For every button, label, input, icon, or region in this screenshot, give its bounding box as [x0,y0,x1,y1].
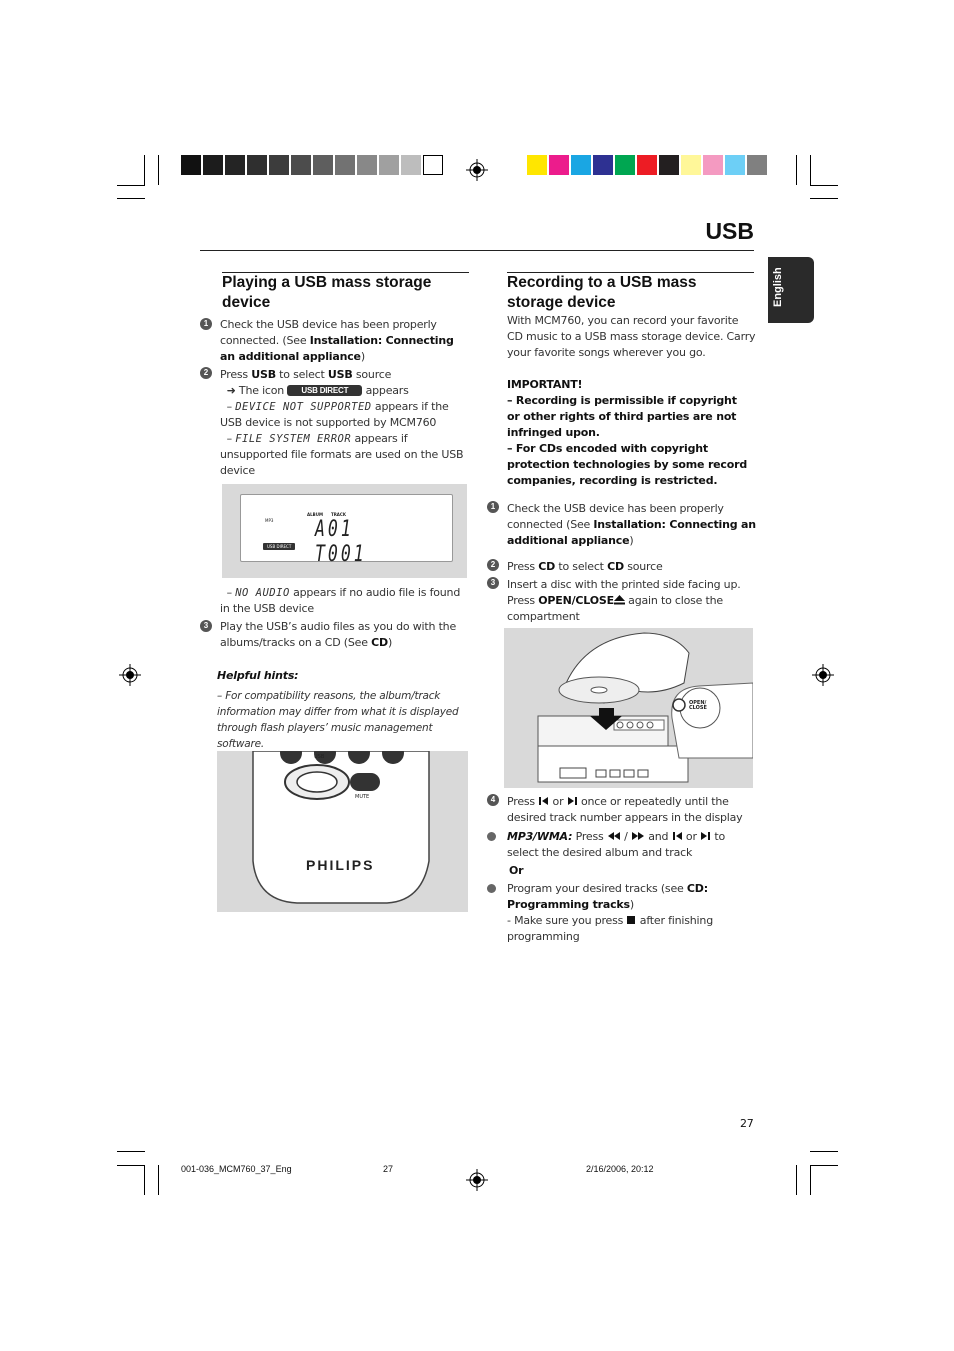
usb-direct-icon: USB DIRECT [287,385,362,396]
color-swatch [659,155,679,175]
step-number: 3 [487,577,499,589]
stop-icon [626,915,636,925]
important-2: – For CDs encoded with copyright protection technologies by some record companies, recording is restricted. [507,442,748,487]
lcd-readout: A01 T001 [315,517,367,567]
footer-datetime: 2/16/2006, 20:12 [586,1164,654,1174]
lcd-panel: ALBUM TRACK MP3 A01 T001 USB DIRECT [240,494,453,562]
color-swatch [571,155,591,175]
left-step-1: Check the USB device has been properly connected. (See Installation: Connecting an additional appliance) [220,318,454,363]
bullet [487,884,496,893]
color-swatch [181,155,201,175]
color-swatch [225,155,245,175]
hints-text: – For compatibility reasons, the album/track information may differ from what it is displayed through flash players’ music management software. [217,690,459,750]
step-number: 4 [487,794,499,806]
brand-logo: PHILIPS [306,857,375,873]
step-number: 2 [200,367,212,379]
step-number: 1 [200,318,212,330]
lcd-message: DEVICE NOT SUPPORTED [235,401,372,413]
eject-icon [614,595,625,605]
language-tab [768,257,814,323]
color-swatch [269,155,289,175]
hints-title: Helpful hints: [217,669,299,682]
right-step-4: Press or once or repeatedly until the desired track number appears in the display [507,795,743,824]
mp3-wma-step: MP3/WMA: Press / and or to select the desired album and track [507,830,726,859]
color-swatch [593,155,613,175]
color-swatch [291,155,311,175]
display-illustration [222,484,467,578]
important-1: – Recording is permissible if copyright or other rights of third parties are not infringed upon. [507,394,737,439]
page-title: USB [705,218,754,244]
bullet [487,832,496,841]
footer-page: 27 [383,1164,394,1174]
recording-intro: With MCM760, you can record your favorite CD music to a USB mass storage device. Carry your favorite songs wherever you go. [507,314,756,359]
color-swatch [313,155,333,175]
program-step: Program your desired tracks (see CD: Programming tracks) - Make sure you press after finishing programming [507,882,713,943]
lcd-message: FILE SYSTEM ERROR [235,433,352,445]
color-swatch [527,155,547,175]
language-tab-label: English [772,267,784,307]
left-step-2: Press USB to select USB source ➜ The icon USB DIRECT appears – DEVICE NOT SUPPORTED appears if the USB device is not supported by MCM760 – FILE SYSTEM ERROR appears if unsupported file formats are used on the USB device [220,368,464,477]
right-step-2: Press CD to select CD source [507,560,663,573]
rewind-icon [607,831,621,841]
arrow-icon: ➜ [226,384,236,397]
right-step-1: Check the USB device has been properly connected (See Installation: Connecting an additional appliance) [507,502,756,547]
color-swatch [747,155,767,175]
color-swatch [423,155,443,175]
no-audio-note: – NO AUDIO appears if no audio file is found in the USB device [220,586,461,615]
color-swatch [401,155,421,175]
right-step-3: Insert a disc with the printed side facing up. Press OPEN/CLOSE again to close the compartment [507,578,741,623]
color-swatch [203,155,223,175]
color-swatch [357,155,377,175]
next-icon [700,831,711,841]
header-rule [200,250,754,251]
registration-mark-icon [812,664,834,686]
color-swatch [681,155,701,175]
color-swatch [637,155,657,175]
lcd-message: NO AUDIO [235,587,290,599]
remote-illustration: USB MUTE PHILIPS [217,751,468,912]
registration-mark-icon [466,1169,488,1191]
section-heading-recording: Recording to a USB mass storage device [507,272,754,313]
color-swatch [615,155,635,175]
previous-icon [672,831,683,841]
usb-direct-icon: USB DIRECT [263,543,295,550]
page-number: 27 [740,1117,754,1130]
remote-control-drawing [217,751,468,912]
registration-mark-icon [119,664,141,686]
left-step-3: Play the USB’s audio files as you do with the albums/tracks on a CD (See CD) [220,620,457,649]
color-swatch [335,155,355,175]
open-close-label: OPEN/ CLOSE [689,700,707,711]
cd-insert-illustration [504,628,753,788]
registration-mark-icon [466,159,488,181]
previous-icon [538,796,549,806]
color-swatch [549,155,569,175]
color-swatch [247,155,267,175]
next-icon [567,796,578,806]
footer-filename: 001-036_MCM760_37_Eng [181,1164,292,1174]
step-number: 3 [200,620,212,632]
important-title: IMPORTANT! [507,378,583,391]
step-number: 1 [487,501,499,513]
color-swatch [725,155,745,175]
step-number: 2 [487,559,499,571]
or-label: Or [509,864,524,877]
fast-forward-icon [631,831,645,841]
color-swatch [379,155,399,175]
section-heading-playing: Playing a USB mass storage device [222,272,469,313]
color-swatch [703,155,723,175]
